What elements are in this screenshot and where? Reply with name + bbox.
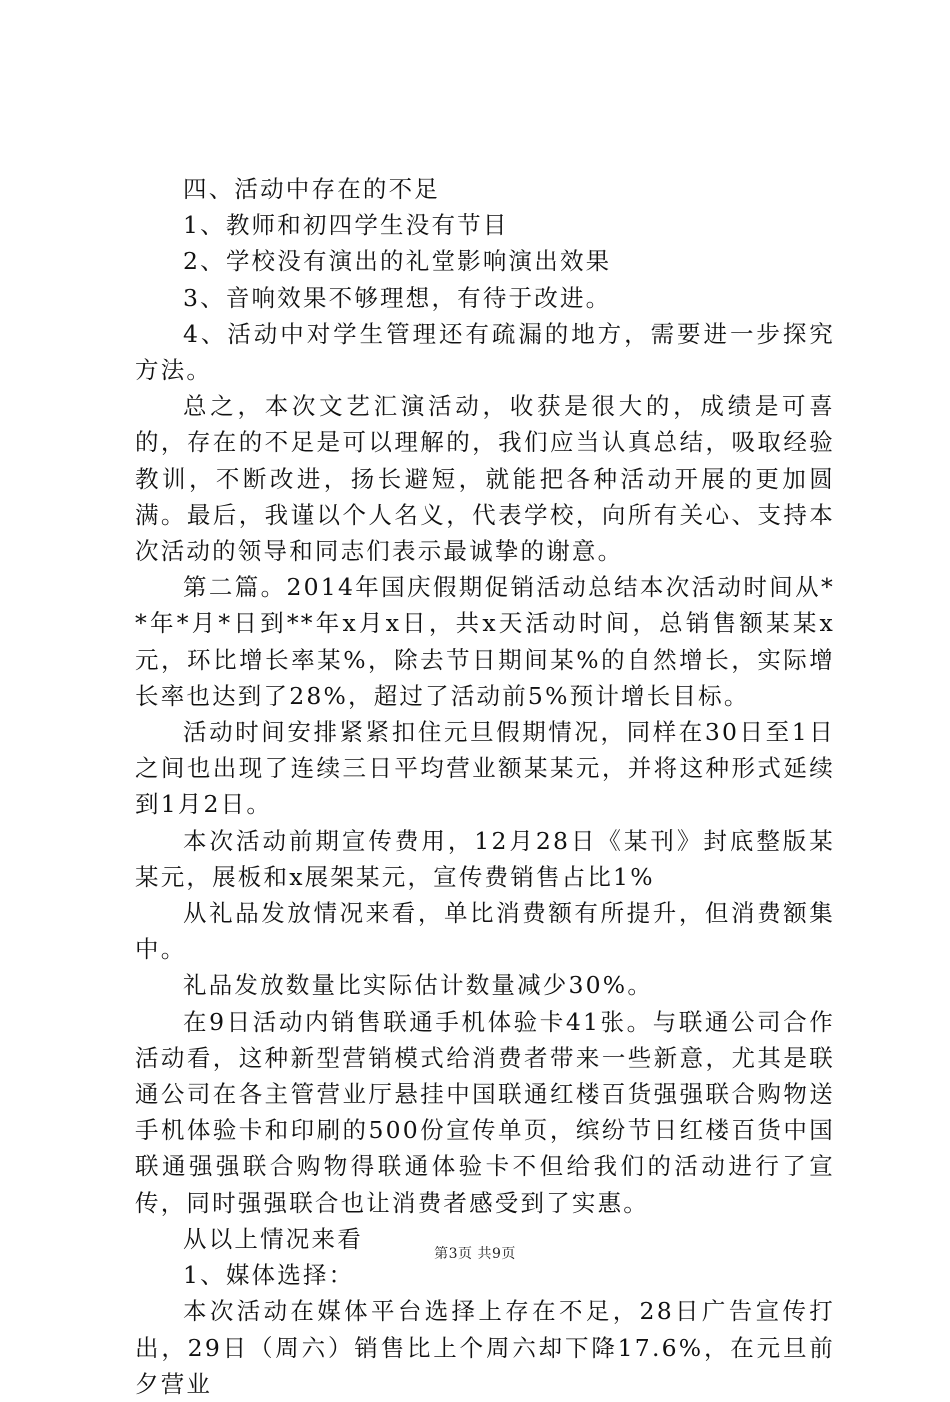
document-body <box>135 171 835 1402</box>
paragraph: 礼品发放数量比实际估计数量减少30%。 <box>183 971 654 1000</box>
paragraph: 本次活动前期宣传费用，12月28日《某刊》封底整版某某元，展板和x展架某元，宣传费销售占比1% <box>135 826 835 891</box>
section-heading: 四、活动中存在的不足 <box>183 175 440 203</box>
list-item: 3、音响效果不够理想，有待于改进。 <box>183 283 612 312</box>
paragraph: 在9日活动内销售联通手机体验卡41张。与联通公司合作活动看，这种新型营销模式给消费者带来一些新意，尤其是联通公司在各主管营业厅悬挂中国联通红楼百货强强联合购物送手机体验卡和印刷的500份宣传单页，缤纷节日红楼百货中国联通强强联合购物得联通体验卡不但给我们的活动进行了宣传，同时强强联合也让消费者感受到了实惠。 <box>135 1007 835 1217</box>
paragraph: 第二篇。2014年国庆假期促销活动总结本次活动时间从**年*月*日到**年x月x日，共x天活动时间，总销售额某某x元，环比增长率某%，除去节日期间某%的自然增长，实际增长率也达到了28%，超过了活动前5%预计增长目标。 <box>135 573 835 710</box>
paragraph: 从以上情况来看 <box>183 1224 363 1253</box>
paragraph: 从礼品发放情况来看，单比消费额有所提升，但消费额集中。 <box>135 899 835 964</box>
list-item: 2、学校没有演出的礼堂影响演出效果 <box>183 247 612 276</box>
page-number: 第3页 共9页 <box>434 1246 516 1262</box>
paragraph: 总之，本次文艺汇演活动，收获是很大的，成绩是可喜的，存在的不足是可以理解的，我们应当认真总结，吸取经验教训，不断改进，扬长避短，就能把各种活动开展的更加圆满。最后，我谨以个人名义，代表学校，向所有关心、支持本次活动的领导和同志们表示最诚挚的谢意。 <box>135 392 835 566</box>
list-item: 1、教师和初四学生没有节目 <box>183 211 509 240</box>
paragraph: 活动时间安排紧紧扣住元旦假期情况，同样在30日至1日之间也出现了连续三日平均营业额某某元，并将这种形式延续到1月2日。 <box>135 718 835 819</box>
paragraph: 本次活动在媒体平台选择上存在不足，28日广告宣传打出，29日（周六）销售比上个周六却下降17.6%，在元旦前夕营业 <box>135 1297 835 1398</box>
list-item: 1、媒体选择： <box>183 1261 355 1290</box>
list-item: 4、活动中对学生管理还有疏漏的地方，需要进一步探究方法。 <box>135 319 835 385</box>
